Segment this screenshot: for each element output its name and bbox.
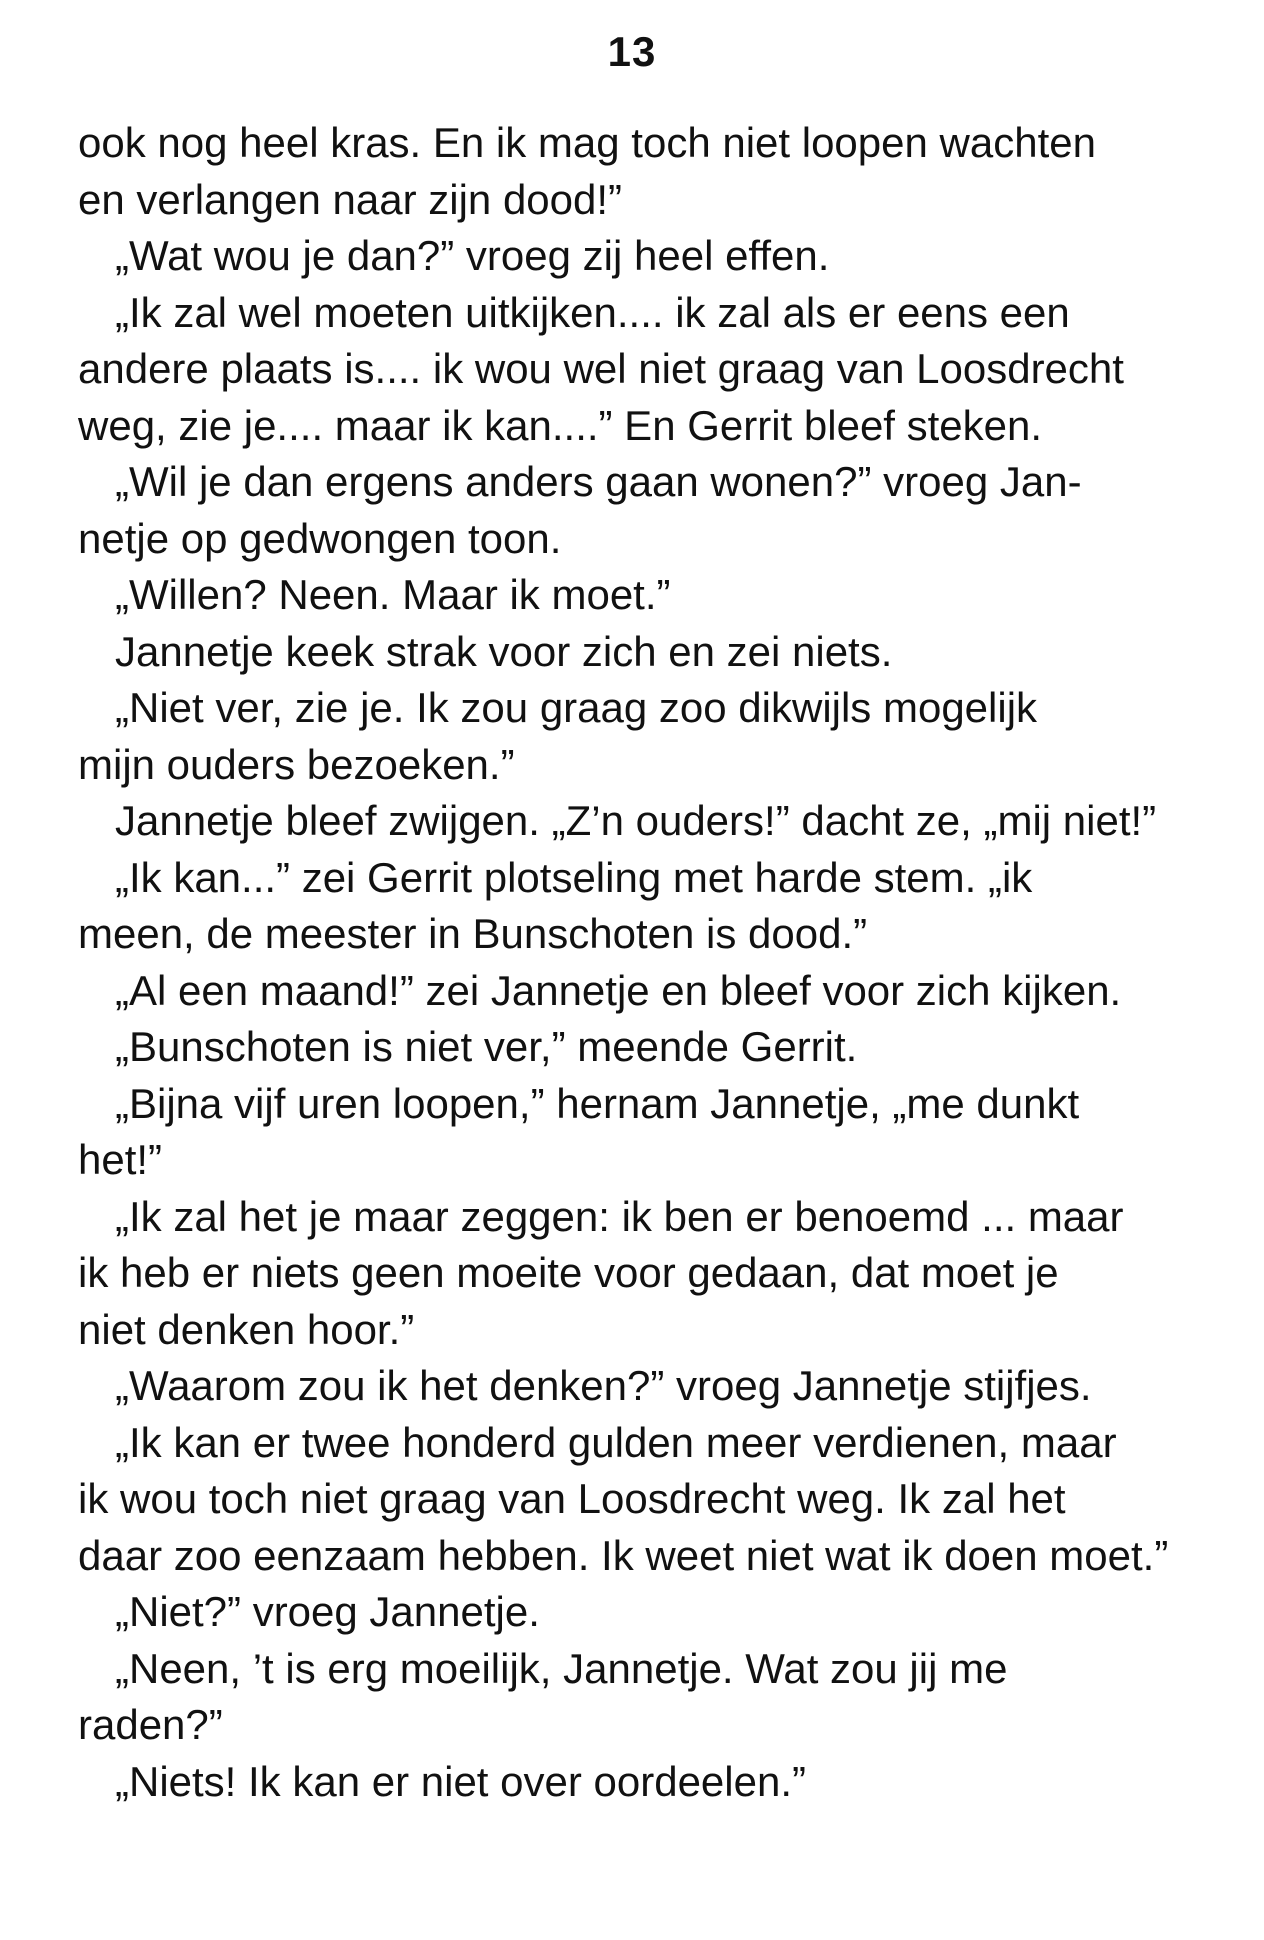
text-line: „Neen, ’t is erg moeilijk, Jannetje. Wat zou jij me (115, 1644, 1008, 1692)
text-line: meen, de meester in Bunschoten is dood.” (78, 910, 868, 957)
text-line: „Wat wou je dan?” vroeg zij heel effen. (115, 232, 830, 279)
text-line: andere plaats is.... ik wou wel niet graag van Loosdrecht (78, 345, 1124, 392)
text-line: „Niet?” vroeg Jannetje. (115, 1588, 540, 1635)
text-line: „Willen? Neen. Maar ik moet.” (115, 571, 671, 618)
text-line: „Ik zal wel moeten uitkijken.... ik zal als er eens een (115, 288, 1070, 336)
text-line: „Ik kan er twee honderd gulden meer verdienen, maar (115, 1418, 1117, 1466)
text-line: netje op gedwongen toon. (78, 514, 562, 562)
text-line: „Al een maand!” zei Jannetje en bleef voor zich kijken. (115, 966, 1122, 1014)
text-line: ook nog heel kras. En ik mag toch niet loopen wachten (78, 119, 1096, 166)
text-line: „Niets! Ik kan er niet over oordeelen.” (115, 1757, 806, 1805)
text-line: „Ik zal het je maar zeggen: ik ben er benoemd ... maar (115, 1192, 1124, 1240)
page-number: 13 (607, 28, 657, 75)
text-line: mijn ouders bezoeken.” (78, 740, 515, 788)
text-line: „Niet ver, zie je. Ik zou graag zoo dikwijls mogelijk (115, 684, 1038, 731)
text-line: ik wou toch niet graag van Loosdrecht weg. Ik zal het (78, 1475, 1066, 1522)
text-line: en verlangen naar zijn dood!” (78, 175, 623, 223)
text-line: weg, zie je.... maar ik kan....” En Gerrit bleef steken. (78, 401, 1043, 449)
text-line: „Ik kan...” zei Gerrit plotseling met harde stem. „ik (115, 853, 1033, 901)
text-line: ik heb er niets geen moeite voor gedaan, dat moet je (78, 1249, 1059, 1296)
text-line: „Waarom zou ik het denken?” vroeg Jannetje stijfjes. (115, 1362, 1092, 1409)
text-line: „Bunschoten is niet ver,” meende Gerrit. (115, 1023, 858, 1070)
text-line: niet denken hoor.” (78, 1305, 415, 1353)
text-line: „Bijna vijf uren loopen,” hernam Jannetje, „me dunkt (115, 1079, 1080, 1127)
text-line: Jannetje keek strak voor zich en zei niets. (115, 627, 893, 675)
text-line: raden?” (78, 1701, 223, 1748)
body-text (78, 115, 1228, 1810)
text-line: Jannetje bleef zwijgen. „Z’n ouders!” dacht ze, „mij niet!” (115, 797, 1157, 844)
text-line: daar zoo eenzaam hebben. Ik weet niet wat ik doen moet.” (78, 1531, 1169, 1579)
text-line: „Wil je dan ergens anders gaan wonen?” vroeg Jan- (115, 458, 1082, 505)
text-line: het!” (78, 1136, 163, 1183)
